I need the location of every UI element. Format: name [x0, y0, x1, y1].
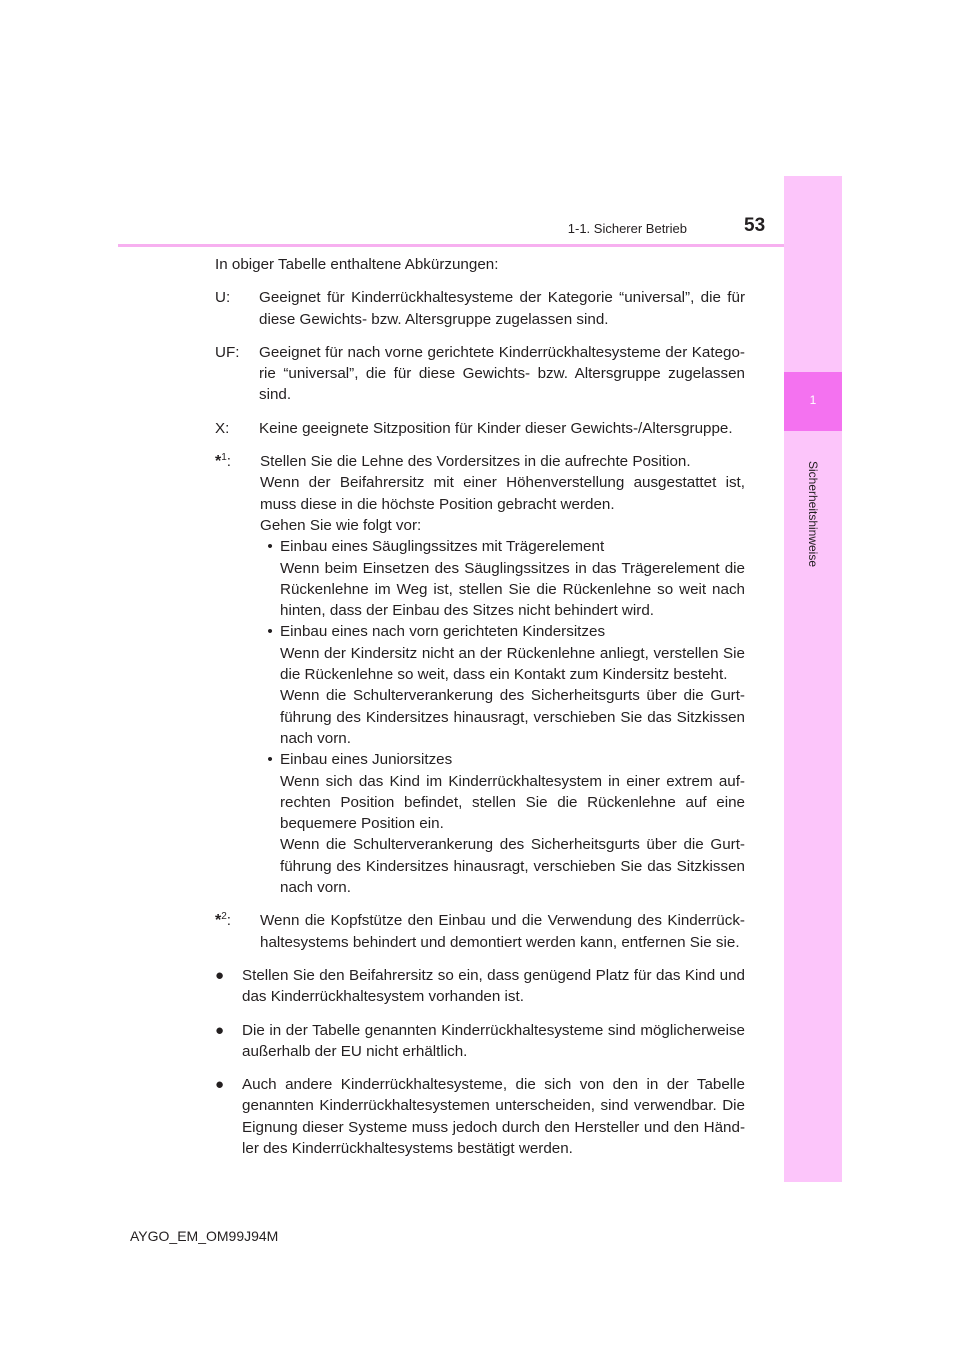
footnote-number: 2	[221, 911, 227, 923]
bullet-item	[215, 1074, 745, 1159]
footnote-colon: :	[226, 453, 232, 471]
footnote-marker	[215, 910, 260, 953]
header-rule	[118, 244, 842, 247]
sub-bullet: •	[267, 751, 273, 769]
sub-item-title: Einbau eines nach vorn gerichteten Kindersitzes	[280, 623, 606, 641]
definition-term: X:	[215, 419, 230, 437]
footnote-body	[260, 451, 745, 898]
chapter-label: Sicherheitshinweise	[806, 460, 820, 568]
sub-item	[260, 749, 745, 898]
sub-item-text: Wenn die Schulterverankerung des Sicherheitsgurts über die Gurt-führung des Kindersitzes hinausragt, verschieben Sie das Sitzkissen nach vorn.	[280, 836, 745, 897]
footnote-star: *	[215, 453, 222, 471]
sub-bullet: •	[267, 623, 273, 641]
footnote-number: 1	[221, 452, 227, 464]
sub-item	[260, 536, 745, 621]
bullet-text: Die in der Tabelle genannten Kinderrückhaltesysteme sind möglicherweise außerhalb der EU nicht erhältlich.	[242, 1021, 745, 1060]
page-number: 53	[744, 215, 766, 236]
footnote-1	[215, 451, 745, 898]
sub-item-text: Wenn sich das Kind im Kinderrückhaltesystem in einer extrem auf-rechten Position befindet, stellen Sie die Rückenlehne auf eine bequemere Position ein.	[280, 772, 745, 833]
definition-row	[215, 342, 745, 406]
sub-item-text: Wenn beim Einsetzen des Säuglingssitzes in das Trägerelement die Rückenlehne im Weg ist, stellen Sie die Rückenlehne so weit nach hinten, dass der Einbau des Sitzes nicht behindert wird.	[280, 559, 745, 620]
sub-item-title: Einbau eines Juniorsitzes	[280, 751, 453, 769]
bullet-dot-icon: ●	[215, 1021, 225, 1039]
definition-text: Geeignet für nach vorne gerichtete Kinderrückhaltesysteme der Katego-rie “universal”, die für diese Gewichts- bzw. Altersgruppe zugelassen sind.	[259, 343, 745, 404]
definition-row	[215, 287, 745, 330]
footnote-star: *	[215, 912, 222, 930]
footnote-line: Wenn der Beifahrersitz mit einer Höhenverstellung ausgestattet ist, muss diese in die höchste Position gebracht werden.	[260, 474, 745, 513]
definition-term: UF:	[215, 343, 240, 361]
sub-item-title: Einbau eines Säuglingssitzes mit Trägerelement	[280, 538, 605, 556]
bullet-item	[215, 965, 745, 1008]
bullet-text: Stellen Sie den Beifahrersitz so ein, dass genügend Platz für das Kind und das Kinderrückhaltesystem vorhanden ist.	[242, 966, 745, 1006]
bullet-dot-icon: ●	[215, 966, 225, 984]
footnote-line: Gehen Sie wie folgt vor:	[260, 516, 422, 534]
chapter-sidebar	[784, 176, 842, 1182]
sub-item-text: Wenn die Schulterverankerung des Sicherheitsgurts über die Gurt-führung des Kindersitzes hinausragt, verschieben Sie das Sitzkissen nach vorn.	[280, 687, 745, 747]
sub-bullet: •	[267, 538, 273, 556]
footnote-marker	[215, 451, 260, 898]
section-title: 1-1. Sicherer Betrieb	[567, 221, 687, 236]
chapter-number: 1	[809, 393, 817, 407]
definition-text: Keine geeignete Sitzposition für Kinder dieser Gewichts-/Altersgruppe.	[259, 419, 733, 437]
definition-row	[215, 418, 745, 439]
footnote-line: Stellen Sie die Lehne des Vordersitzes in die aufrechte Position.	[260, 453, 691, 471]
footnote-2	[215, 910, 745, 953]
bullet-dot-icon: ●	[215, 1076, 225, 1094]
bullet-text: Auch andere Kinderrückhaltesysteme, die sich von den in der Tabelle genannten Kinderrückhaltesystemen unterscheiden, sind verwendbar. Die Eignung dieser Systeme muss jedoch durch den Hersteller und den Händ-ler des Kinderrückhaltesystems bestätigt werden.	[242, 1076, 745, 1157]
sub-item-text: Wenn der Kindersitz nicht an der Rückenlehne anliegt, verstellen Sie die Rückenlehne so weit, dass ein Kontakt zum Kindersitz besteht.	[280, 644, 745, 684]
definition-text: Geeignet für Kinderrückhaltesysteme der Kategorie “universal”, die für diese Gewichts- bzw. Altersgruppe zugelassen sind.	[259, 289, 745, 328]
footnote-line: Wenn die Kopfstütze den Einbau und die Verwendung des Kinderrück-haltesystems behindert und demontiert werden kann, entfernen Sie sie.	[260, 912, 745, 951]
page-body	[215, 254, 745, 1171]
sub-item	[260, 621, 745, 749]
footnote-colon: :	[226, 912, 232, 930]
document-code: AYGO_EM_OM99J94M	[130, 1228, 279, 1244]
bullet-item	[215, 1020, 745, 1063]
definition-term: U:	[215, 289, 231, 307]
abbreviations-intro: In obiger Tabelle enthaltene Abkürzungen:	[215, 256, 499, 273]
